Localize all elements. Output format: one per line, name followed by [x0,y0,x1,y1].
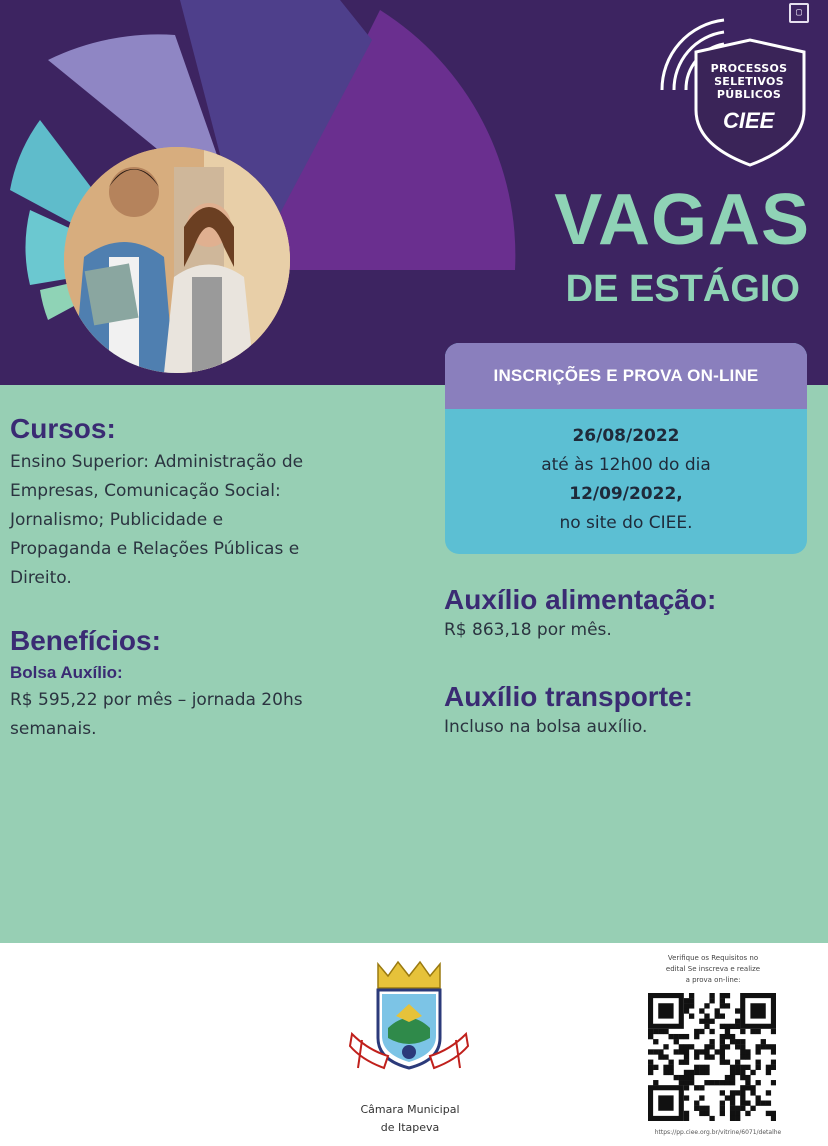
auxilio-alimentacao-text: R$ 863,18 por mês. [444,620,612,640]
coat-of-arms-icon [348,958,470,1074]
cursos-line: Ensino Superior: Administração de [10,452,304,472]
page-subtitle: DE ESTÁGIO [565,268,800,310]
qr-caption-line: a prova on-line: [685,976,741,984]
beneficios-heading: Benefícios: [10,625,161,656]
cursos-line: Propaganda e Relações Públicas e [10,539,300,559]
qr-code-icon[interactable] [648,993,776,1121]
copy-icon: ▢ [789,3,809,23]
bolsa-auxilio-text [10,686,410,744]
cursos-line: Direito. [10,568,72,588]
cursos-line: Jornalismo; Publicidade e [10,510,224,530]
badge-line: PÚBLICOS [716,88,782,101]
bolsa-line: R$ 595,22 por mês – jornada 20hs [10,690,303,710]
camara-line: de Itapeva [380,1121,440,1134]
auxilio-alimentacao-heading: Auxílio alimentação: [444,584,717,615]
qr-url[interactable]: https://pp.ciee.org.br/vitrine/6071/detalhe [654,1129,782,1136]
qr-caption-line: edital Se inscreva e realize [665,965,761,973]
bolsa-line: semanais. [10,719,97,739]
camara-line: Câmara Municipal [360,1103,460,1116]
registration-heading: INSCRIÇÕES E PROVA ON-LINE [445,343,807,409]
badge-text [694,62,804,101]
shield-icon [696,40,804,165]
badge-line: SELETIVOS [714,75,784,88]
bolsa-auxilio-heading: Bolsa Auxílio: [10,663,123,682]
registration-info-box [445,343,807,554]
ciee-logo: CIEE [723,108,775,133]
header-section [0,0,828,385]
cursos-heading: Cursos: [10,413,116,444]
page-title: VAGAS [554,180,810,260]
auxilio-transporte-heading: Auxílio transporte: [444,681,693,712]
registration-details [445,409,807,538]
start-date: 26/08/2022 [572,426,680,446]
end-date: 12/09/2022, [569,484,683,504]
cursos-text [10,448,410,593]
auxilio-transporte-text: Incluso na bolsa auxílio. [444,717,648,737]
qr-caption-line: Verifique os Requisitos no [667,954,759,962]
site-text: no site do CIEE. [559,513,693,533]
camara-municipal-label [320,1101,500,1137]
students-photo [64,147,290,373]
until-text: até às 12h00 do dia [541,455,711,475]
qr-caption [640,953,786,986]
cursos-line: Empresas, Comunicação Social: [10,481,281,501]
badge-line: PROCESSOS [710,62,788,75]
